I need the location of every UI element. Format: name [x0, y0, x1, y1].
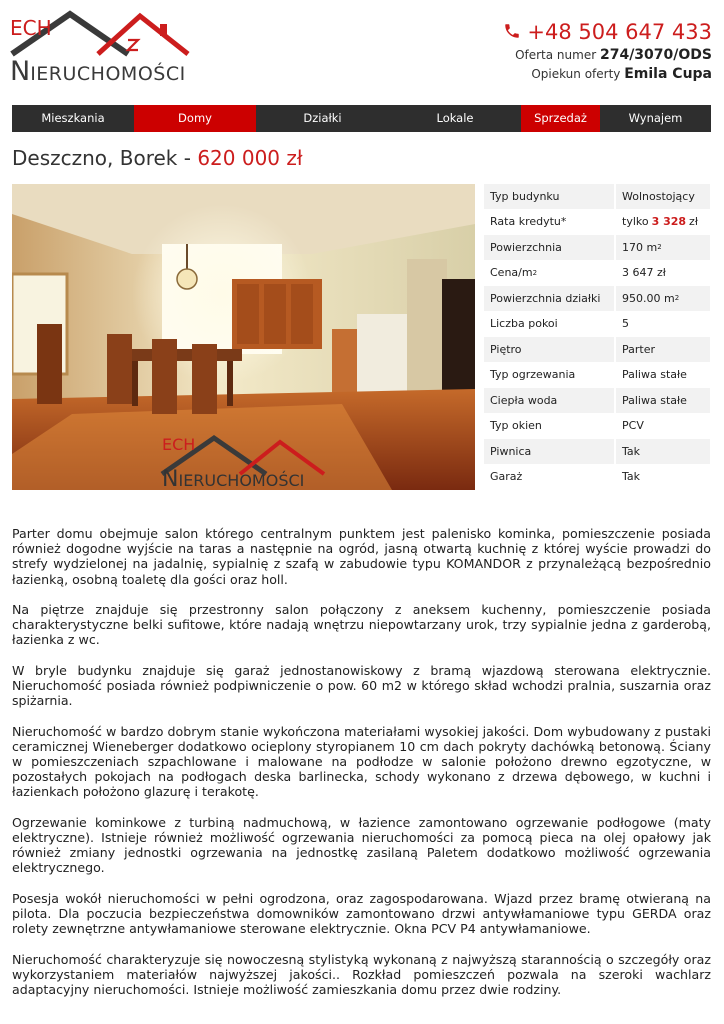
description-paragraph: W bryle budynku znajduje się garaż jednostanowiskowy z bramą wjazdową sterowana elektrycznie. Nieruchomość posiada również podpiwniczenie o pow. 60 m2 w którego skład wchodzi pralnia, suszarnia oraz spiżarnia. [12, 662, 711, 709]
detail-row: Liczba pokoi 5 [484, 312, 710, 338]
nav-item-mieszkania[interactable]: Mieszkania [41, 111, 105, 125]
loan-installment-value: 3 328 [651, 215, 687, 229]
phone-number[interactable]: +48 504 647 433 [503, 20, 712, 44]
description-paragraph: Posesja wokół nieruchomości w pełni ogrodzona, oraz zagospodarowana. Wjazd przez bramę otwieraną na pilota. Dla poczucia bezpieczeństwa domowników zamontowano drzwi antywłamaniowe typu GERDA oraz rolety zewnętrzne antywłamaniowe sterowane elektrycznie. Okna PCV P4 antywłamaniowe. [12, 890, 711, 937]
company-logo[interactable] [10, 10, 190, 87]
detail-row: Rata kredytu* tylko 3 328 zł [484, 210, 710, 236]
page-header [0, 0, 724, 100]
offer-number-line: Oferta numer 274/3070/ODS [515, 47, 712, 63]
nav-item-wynajem[interactable]: Wynajem [628, 111, 683, 125]
offer-number: 274/3070/ODS [599, 47, 712, 63]
description-paragraph: Nieruchomość w bardzo dobrym stanie wykończona materiałami wysokiej jakości. Dom wybudowany z pustaki ceramicznej Wieneberger dodatkowo ocieplony styropianem 10 cm dach pokryty dachówką betonową. Ściany w pomieszczeniach szpachlowane i malowane na podłodze w salonie położono drewno egzotyczne, w pozostałych pokojach na podłogach deska barlinecka, schody wykonano z drzewa dębowego, w kuchni i łazienkach położono glazurę i terakotę. [12, 723, 711, 800]
nav-item-domy[interactable]: Domy [134, 105, 256, 132]
detail-row: Piętro Parter [484, 337, 710, 363]
detail-row: Typ ogrzewania Paliwa stałe [484, 363, 710, 389]
detail-row: Piwnica Tak [484, 439, 710, 465]
listing-location: Deszczno, Borek - [12, 146, 191, 170]
contact-box [503, 20, 712, 82]
phone-icon [503, 22, 521, 40]
agent-line: Opiekun oferty Emila Cupa [531, 66, 712, 82]
detail-row: Cena/m 2 3 647 zł [484, 261, 710, 287]
description-paragraph: Ogrzewanie kominkowe z turbiną nadmuchową, w łazience zamontowano ogrzewanie podłogowe (maty elektryczne). Istnieje również możliwość ogrzewania nieruchomości za pomocą pieca na olej opałowy jak również zmiany jednostki ogrzewania na jednostkę zasilaną Paletem dodatkowo możliwość ogrzewania elektrycznego. [12, 814, 711, 876]
listing-price: 620 000 zł [197, 146, 303, 170]
nav-item-sprzedaz[interactable]: Sprzedaż [521, 105, 600, 132]
detail-row: Typ okien PCV [484, 414, 710, 440]
description-paragraph: Parter domu obejmuje salon którego centralnym punktem jest palenisko kominka, pomieszczenie posiada również dogodne wyjście na taras a następnie na ogród, jasną otwartą kuchnię z której wyście prowadzi do strefy wydzielonej na jadalnię, sypialnię z szafą w zabudowie typu KOMANDOR z przynależącą bezpośrednio łazienką, osobną toaletę dla gości oraz holl. [12, 526, 711, 587]
logo-name-text: NIERUCHOMOŚCI [10, 56, 186, 87]
watermark-ech: ECH [162, 435, 196, 454]
nav-item-lokale[interactable]: Lokale [436, 111, 474, 125]
detail-row: Ciepła woda Paliwa stałe [484, 388, 710, 414]
watermark-name: NIERUCHOMOŚCI [162, 467, 305, 490]
listing-title [12, 146, 303, 170]
description-paragraph: Na piętrze znajduje się przestronny salon połączony z aneksem kuchenny, pomieszczenie posiada charakterystyczne belki sufitowe, które nadają wnętrzu niepowtarzany urok, trzy sypialnie jedna z garderobą, łazienka z wc. [12, 602, 711, 648]
logo-ech-text: ECH [10, 16, 52, 40]
description-paragraph: Nieruchomość charakteryzuje się nowoczesną stylistyką wykonaną z najwyższą starannością o szczegóły oraz wykorzystaniem materiałów najwyższej jakości.. Rozkład pomieszczeń pozwala na szeroki wachlarz adaptacyjny nieruchomości. Istnieje możliwość zamieszkania domu przez dwie rodziny. [12, 951, 711, 997]
detail-row: Powierzchnia 170 m 2 [484, 235, 710, 261]
detail-row: Garaż Tak [484, 465, 710, 491]
nav-item-dzialki[interactable]: Działki [303, 111, 342, 125]
property-details-table [484, 184, 710, 490]
agent-name: Emila Cupa [624, 66, 712, 82]
detail-row: Powierzchnia działki 950.00 m 2 [484, 286, 710, 312]
interior-photo-image [12, 184, 475, 490]
detail-row: Typ budynku Wolnostojący [484, 184, 710, 210]
main-nav [12, 105, 711, 132]
listing-photo[interactable] [12, 184, 475, 490]
listing-description [12, 526, 711, 1012]
